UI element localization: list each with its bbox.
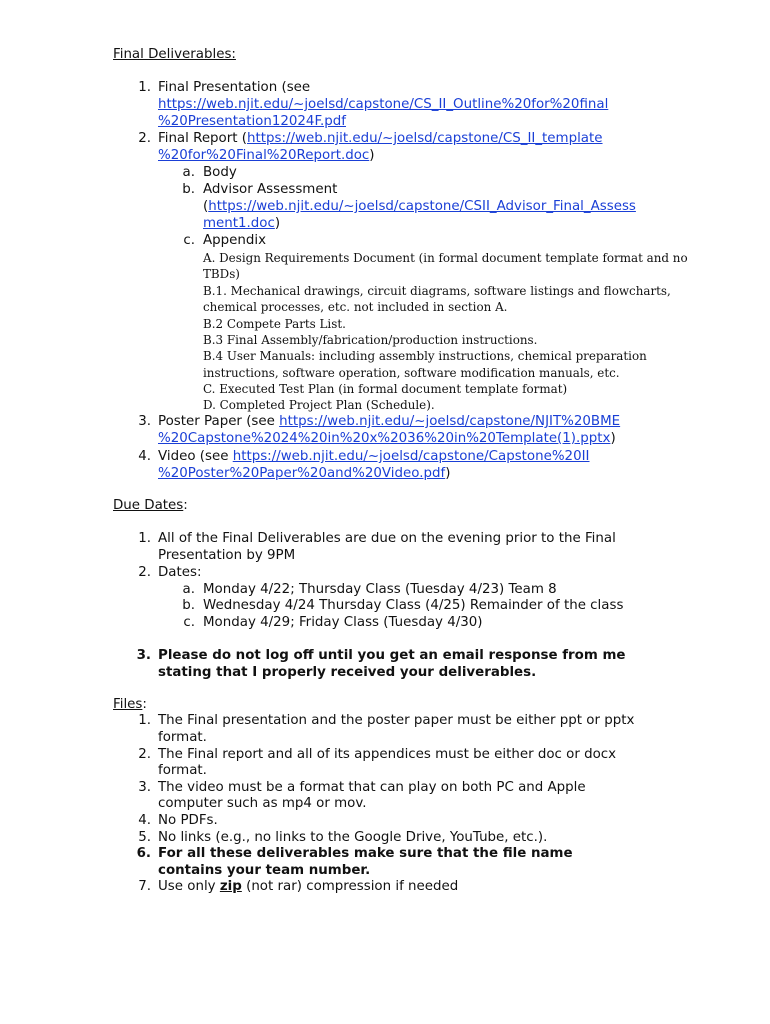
- list-text: No links (e.g., no links to the Google Drive, YouTube, etc.).: [158, 830, 548, 845]
- list-number: 1.: [138, 713, 151, 728]
- presentation-link-line1[interactable]: https://web.njit.edu/~joelsd/capstone/CS_II_Outline%20for%20final: [158, 97, 609, 112]
- appendix-line: B.2 Compete Parts List.: [203, 317, 346, 331]
- due-dates-colon: :: [183, 498, 188, 513]
- appendix-line: instructions, software operation, software modification manuals, etc.: [203, 366, 620, 380]
- presentation-link-line2[interactable]: %20Presentation12024F.pdf: [158, 114, 346, 129]
- list-number: 2.: [138, 565, 151, 580]
- list-text: computer such as mp4 or mov.: [158, 796, 367, 811]
- files-heading: [113, 697, 147, 714]
- list-number: 3.: [136, 648, 151, 663]
- list-text: Dates:: [158, 565, 202, 580]
- poster-close-paren: ): [610, 431, 616, 446]
- appendix-line: B.1. Mechanical drawings, circuit diagrams, software listings and flowcharts,: [203, 284, 671, 298]
- list-text: Monday 4/29; Friday Class (Tuesday 4/30): [203, 615, 483, 630]
- list-letter: a.: [182, 582, 195, 597]
- list-text: For all these deliverables make sure that the file name: [158, 846, 573, 861]
- advisor-link-line1[interactable]: https://web.njit.edu/~joelsd/capstone/CSII_Advisor_Final_Assess: [208, 199, 636, 214]
- appendix-line: TBDs): [203, 267, 240, 281]
- files-colon: :: [142, 697, 147, 712]
- list-letter: b.: [182, 182, 195, 197]
- poster-link-line2[interactable]: %20Capstone%2024%20in%20x%2036%20in%20Template(1).pptx: [158, 431, 611, 446]
- list-number: 6.: [136, 846, 151, 861]
- list-text: Wednesday 4/24 Thursday Class (4/25) Remainder of the class: [203, 598, 624, 613]
- due-dates-heading-text: Due Dates: [113, 498, 184, 513]
- report-text: Final Report (: [158, 131, 247, 146]
- appendix-line: C. Executed Test Plan (in formal document template format): [203, 382, 568, 396]
- appendix-line: B.3 Final Assembly/fabrication/production instructions.: [203, 333, 538, 347]
- list-number: 2.: [138, 747, 151, 762]
- report-link-line2[interactable]: %20for%20Final%20Report.doc: [158, 148, 370, 163]
- video-link-line1[interactable]: https://web.njit.edu/~joelsd/capstone/Capstone%20II: [232, 449, 590, 464]
- list-number: 1.: [138, 531, 151, 546]
- list-number: 4.: [138, 449, 151, 464]
- report-close-paren: ): [369, 148, 375, 163]
- report-link-line1[interactable]: https://web.njit.edu/~joelsd/capstone/CS_II_template: [247, 131, 603, 146]
- appendix-line: D. Completed Project Plan (Schedule).: [203, 398, 435, 412]
- video-text: Video (see: [158, 449, 233, 464]
- list-text: Advisor Assessment: [203, 182, 338, 197]
- list-number: 3.: [138, 780, 151, 795]
- list-letter: c.: [183, 615, 195, 630]
- list-letter: a.: [182, 165, 195, 180]
- due-dates-heading: [113, 498, 188, 515]
- list-text: Monday 4/22; Thursday Class (Tuesday 4/23) Team 8: [203, 582, 557, 597]
- list-letter: c.: [183, 233, 195, 248]
- list-text: format.: [158, 763, 207, 778]
- list-text: Please do not log off until you get an email response from me: [158, 648, 626, 663]
- advisor-close-paren: ): [274, 216, 281, 231]
- list-text: format.: [158, 730, 207, 745]
- list-text: contains your team number.: [158, 863, 371, 878]
- list-text: All of the Final Deliverables are due on the evening prior to the Final: [158, 531, 616, 546]
- list-number: 1.: [138, 80, 151, 95]
- list-number: 3.: [138, 414, 151, 429]
- list-number: 7.: [138, 879, 151, 894]
- appendix-line: chemical processes, etc. not included in section A.: [203, 300, 508, 314]
- list-number: 4.: [138, 813, 151, 828]
- list-text: The Final report and all of its appendices must be either doc or docx: [158, 747, 617, 762]
- list-text: The video must be a format that can play on both PC and Apple: [158, 780, 586, 795]
- list-number: 5.: [138, 830, 151, 845]
- files-heading-text: Files: [113, 697, 143, 712]
- list-text: Body: [203, 165, 237, 180]
- zip-post-text: (not rar) compression if needed: [241, 879, 459, 894]
- list-text: The Final presentation and the poster paper must be either ppt or pptx: [158, 713, 635, 728]
- presentation-link[interactable]: [158, 97, 608, 114]
- list-text: No PDFs.: [158, 813, 218, 828]
- list-number: 2.: [138, 131, 151, 146]
- zip-emphasis: zip: [219, 879, 242, 894]
- advisor-link-line2[interactable]: ment1.doc: [203, 216, 275, 231]
- list-text: Final Presentation (see: [158, 80, 311, 95]
- appendix-line: B.4 User Manuals: including assembly instructions, chemical preparation: [203, 349, 647, 363]
- poster-link-line1[interactable]: https://web.njit.edu/~joelsd/capstone/NJIT%20BME: [279, 414, 621, 429]
- final-deliverables-heading: Final Deliverables:: [113, 47, 236, 62]
- video-close-paren: ): [445, 466, 451, 481]
- list-text: Appendix: [203, 233, 267, 248]
- video-link-line2[interactable]: %20Poster%20Paper%20and%20Video.pdf: [158, 466, 446, 481]
- list-text: stating that I properly received your deliverables.: [158, 665, 537, 680]
- zip-pre-text: Use only: [158, 879, 220, 894]
- poster-text: Poster Paper (see: [158, 414, 280, 429]
- appendix-line: A. Design Requirements Document (in formal document template format and no: [203, 251, 688, 265]
- list-text: Presentation by 9PM: [158, 548, 296, 563]
- advisor-open-paren: (: [203, 199, 209, 214]
- list-letter: b.: [182, 598, 195, 613]
